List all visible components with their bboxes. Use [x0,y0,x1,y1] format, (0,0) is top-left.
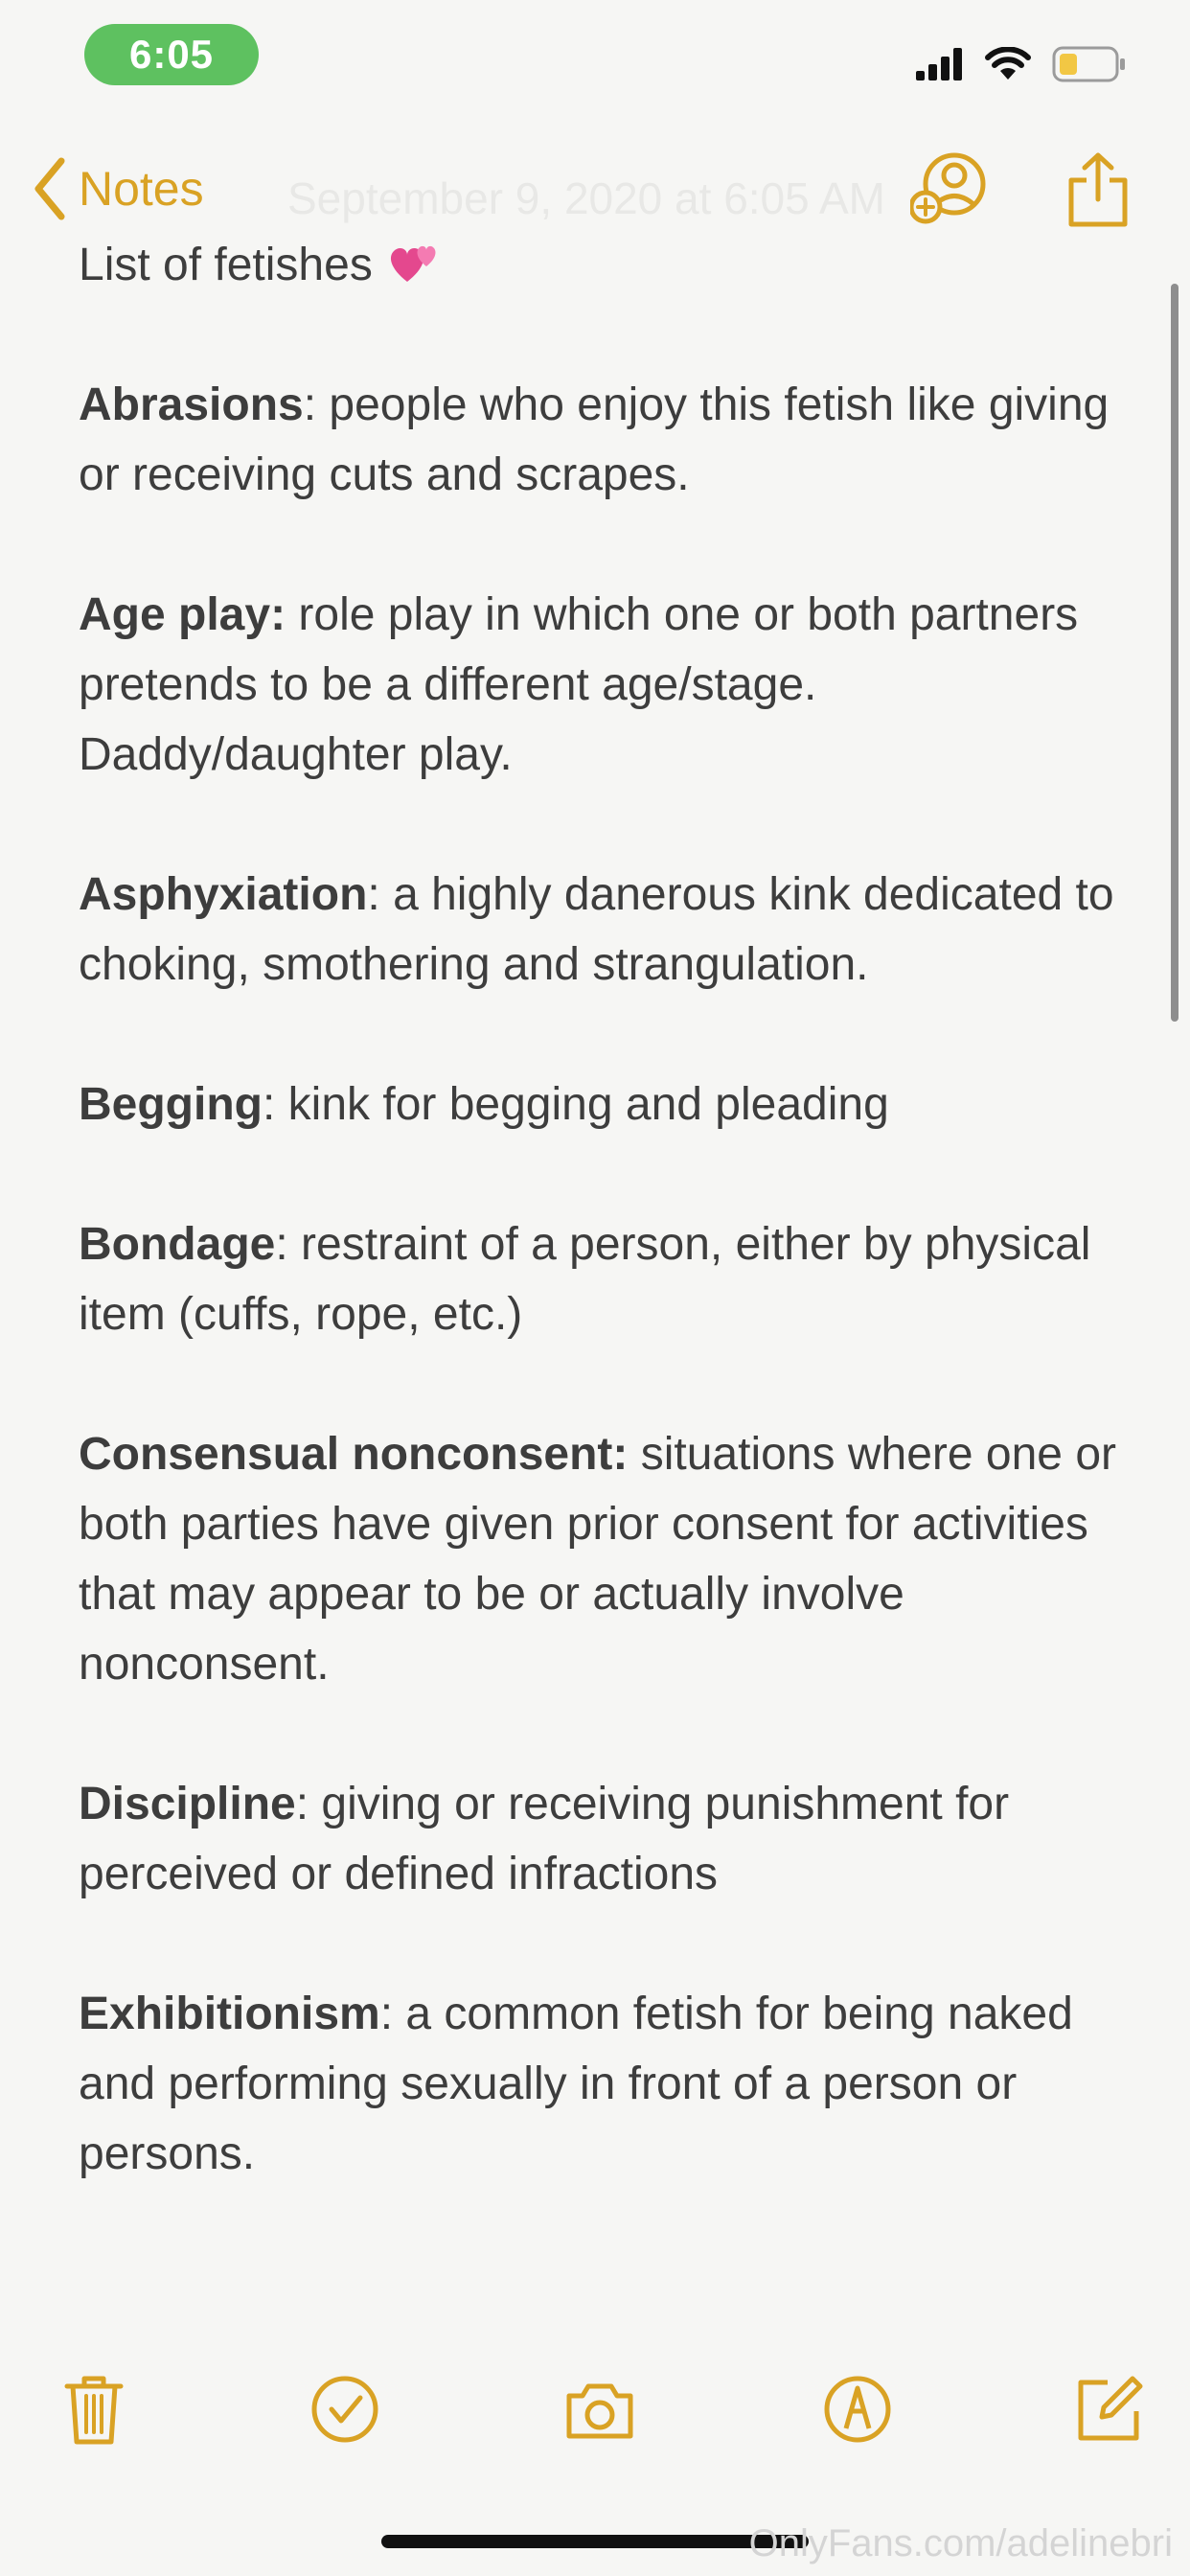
back-to-notes-button[interactable] [33,155,204,222]
entry-term: Asphyxiation [79,869,368,920]
camera-button[interactable] [563,2373,636,2446]
list-item [79,1419,1123,1699]
nav-bar [0,134,1190,240]
entry-term: Exhibitionism [79,1989,380,2039]
entry-definition: : kink for begging and pleading [262,1079,889,1130]
list-item [79,1070,1123,1139]
note-date: September 9, 2020 at 6:05 AM [287,173,885,223]
list-item [79,370,1123,510]
entry-definition: role play in which one or both partners pretends to be a different age/stage. Daddy/daughter play. [79,589,1079,780]
wifi-icon [985,47,1031,81]
trash-icon [57,2373,130,2446]
back-label: Notes [79,162,204,216]
compose-button[interactable] [1073,2373,1146,2446]
checklist-button[interactable] [309,2373,381,2446]
home-indicator[interactable] [381,2535,809,2548]
list-item [79,1769,1123,1909]
list-item [79,1209,1123,1349]
list-item [79,860,1123,1000]
battery-low-icon [1052,46,1127,82]
status-bar [0,0,1190,105]
entry-term: Discipline [79,1779,296,1829]
cellular-signal-icon [916,48,964,80]
entry-definition: : restraint of a person, either by physical item (cuffs, rope, etc.) [79,1219,1091,1340]
add-people-button[interactable] [910,151,987,224]
markup-pen-icon [821,2373,894,2446]
compose-icon [1073,2373,1146,2446]
list-item [79,580,1123,790]
entry-definition: : people who enjoy this fetish like giving or receiving cuts and scrapes. [79,380,1110,500]
add-person-icon [910,151,987,224]
entry-definition: situations where one or both parties have given prior consent for activities that may appear to be or actually involve nonconsent. [79,1429,1116,1690]
share-icon [1065,151,1131,228]
markup-button[interactable] [821,2373,894,2446]
camera-icon [563,2373,636,2446]
entry-term: Abrasions [79,380,304,430]
share-button[interactable] [1065,151,1131,228]
entry-term: Bondage [79,1219,276,1270]
entry-term: Age play: [79,589,286,640]
entry-term: Consensual nonconsent: [79,1429,629,1480]
note-body[interactable] [79,230,1123,2259]
status-time[interactable]: 6:05 [84,24,259,85]
scroll-indicator[interactable] [1171,284,1179,1022]
checklist-icon [309,2373,381,2446]
bottom-toolbar [0,2367,1190,2463]
entry-definition: : a common fetish for being naked and performing sexually in front of a person or persons. [79,1989,1073,2179]
chevron-left-icon [33,157,65,220]
entry-term: Begging [79,1079,263,1130]
watermark: OnlyFans.com/adelinebri [748,2522,1173,2564]
delete-note-button[interactable] [57,2373,130,2446]
entry-definition: : giving or receiving punishment for perceived or defined infractions [79,1779,1010,1899]
status-icons [916,40,1127,88]
note-title: List of fetishes [79,240,373,290]
two-hearts-emoji-icon [386,238,442,286]
entry-definition: : a highly danerous kink dedicated to choking, smothering and strangulation. [79,869,1114,990]
list-item [79,1979,1123,2189]
note-title-line [79,230,1123,300]
